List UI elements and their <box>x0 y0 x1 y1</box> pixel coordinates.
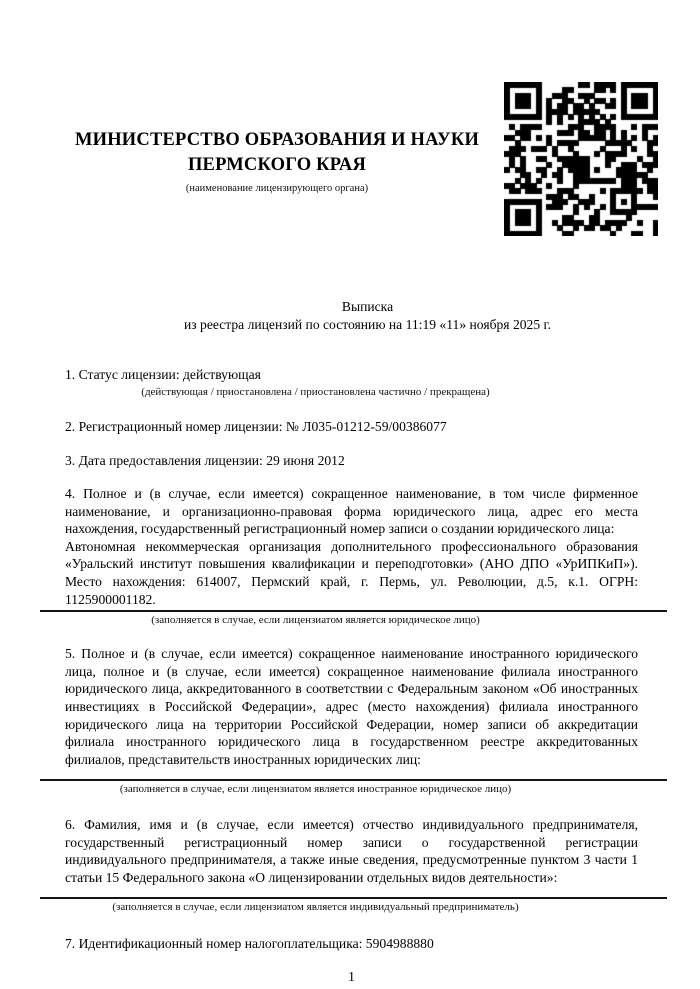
ministry-name-line2: ПЕРМСКОГО КРАЯ <box>187 155 367 175</box>
item-2-registration-number: 2. Регистрационный номер лицензии: № Л035-01212-59/00386077 <box>65 418 447 434</box>
document-body <box>65 298 638 986</box>
document-title-line1: Выписка <box>341 299 394 314</box>
item-7-taxpayer-id: 7. Идентификационный номер налогоплательщика: 5904988880 <box>65 935 434 951</box>
licensing-authority-header <box>65 128 489 195</box>
authority-name-caption: (наименование лицензирующего органа) <box>185 183 369 194</box>
document-title <box>65 298 638 333</box>
item-5-label: 5. Полное и (в случае, если имеется) сокращенное наименование иностранного юридического лица, полное и (в случае, если имеется) сокращенное наименование филиала иностранного юридического лица, аккредитованного в соответствии с Федеральным законом «Об иностранных инвестициях в Российской Федерации», адрес (место нахождения) филиала иностранного юридического лица на территории Российской Федерации, номер записи об аккредитации филиала иностранного юридического лица в государственном реестре аккредитованных филиалов, представительств иностранных юридических лиц: <box>65 646 638 767</box>
document-title-line2: из реестра лицензий по состоянию на 11:19 «11» ноября 2025 г. <box>183 316 551 332</box>
item-6-caption: (заполняется в случае, если лицензиатом является индивидуальный предприниматель) <box>112 900 519 913</box>
fill-in-rule-foreign-entity <box>40 779 667 781</box>
item-6-label: 6. Фамилия, имя и (в случае, если имеется) отчество индивидуального предпринимателя, государственный регистрационный номер записи о государственной регистрации индивидуального предпринимателя, а также иные сведения, предусмотренные пунктом 3 части 1 статьи 15 Федерального закона «О лицензировании отдельных видов деятельности»: <box>65 817 638 886</box>
item-4-value: Автономная некоммерческая организация дополнительного профессионального образования «Уральский институт повышения квалификации и переподготовки» (АНО ДПО «УрИПКиП»). Место нахождения: 614007, Пермский край, г. Пермь, ул. Революции, д.5, к.1. ОГРН: 1125900001182. <box>65 538 638 607</box>
item-3-license-grant-date: 3. Дата предоставления лицензии: 29 июня 2012 <box>65 453 345 469</box>
ministry-name-line1: МИНИСТЕРСТВО ОБРАЗОВАНИЯ И НАУКИ <box>74 130 480 150</box>
item-1-license-status: 1. Статус лицензии: действующая <box>65 367 261 383</box>
item-5-foreign-entity <box>65 645 638 796</box>
item-6-individual-entrepreneur <box>65 816 638 913</box>
item-4-caption: (заполняется в случае, если лицензиатом является юридическое лицо) <box>151 614 480 627</box>
item-1-status-options-caption: (действующая / приостановлена / приостановлена частично / прекращена) <box>141 385 490 398</box>
item-5-caption: (заполняется в случае, если лицензиатом является иностранное юридическое лицо) <box>119 783 512 796</box>
item-4-legal-entity <box>65 485 638 627</box>
fill-in-rule-entrepreneur <box>40 897 667 899</box>
page-number: 1 <box>348 969 355 985</box>
item-4-label: 4. Полное и (в случае, если имеется) сокращенное наименование, в том числе фирменное наименование, и организационно-правовая форма юридического лица, адрес его места нахождения, государственный регистрационный номер записи о создании юридического лица: <box>65 485 638 537</box>
fill-in-rule-legal-entity <box>40 610 667 612</box>
qr-code-icon <box>504 82 658 236</box>
